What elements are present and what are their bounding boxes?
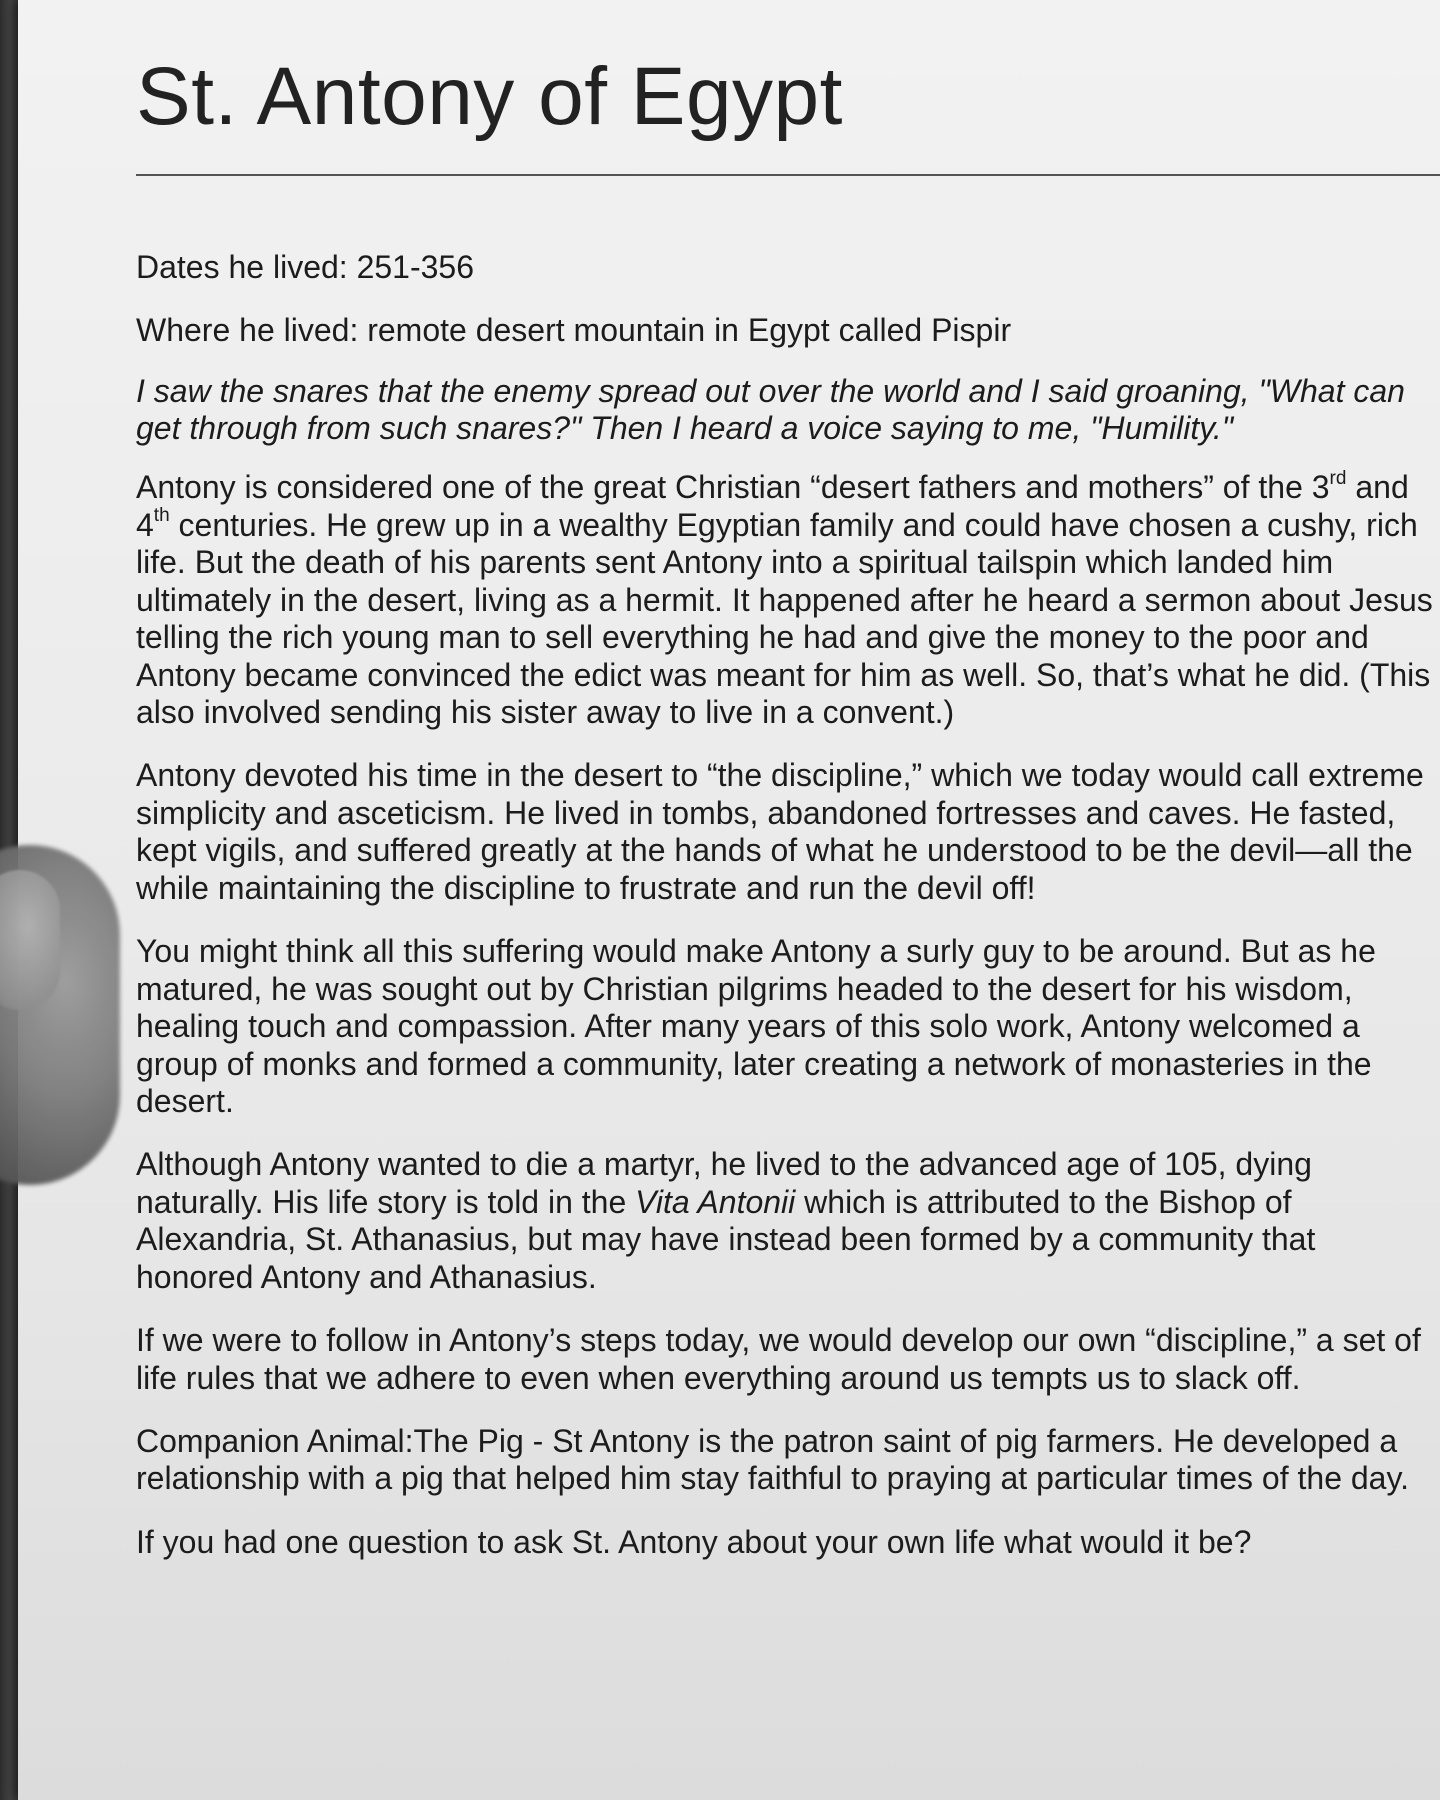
paragraph-1-part-c: centuries. He grew up in a wealthy Egyptian family and could have chosen a cushy, rich life. But the death of his parents sent Antony into a spiritual tailspin which landed him ultimately in the desert, living as a hermit. It happened after he heard a sermon about Jesus telling the rich young man to sell everything he had and give the money to the poor and Antony became convinced the edict was meant for him as well. So, that’s what he did. (This also involved sending his sister away to live in a convent.) [136,506,1433,731]
paragraph-7: If you had one question to ask St. Antony about your own life what would it be? [136,1523,1252,1560]
paragraph-2: Antony devoted his time in the desert to “the discipline,” which we today would call extreme simplicity and asceticism. He lived in tombs, abandoned fortresses and caves. He fasted, kept vigils, and suffered greatly at the hands of what he understood to be the devil—all the while maintaining the discipline to frustrate and run the devil off! [136,757,1424,906]
paragraph-1-part-a: Antony is considered one of the great Christian “desert fathers and mothers” of the 3 [136,469,1330,506]
paragraph-4 [136,1146,1436,1296]
quote: I saw the snares that the enemy spread out over the world and I said groaning, "What can get through from such snares?" Then I heard a voice saying to me, "Humility." [136,373,1405,447]
dates-lived: Dates he lived: 251-356 [136,249,474,286]
paragraph-6: Companion Animal:The Pig - St Antony is the patron saint of pig farmers. He developed a relationship with a pig that helped him stay faithful to praying at particular times of the day. [136,1423,1409,1497]
paragraph-4-part-b: which is attributed to the Bishop of Alexandria, St. Athanasius, but may have instead been formed by a community that honored Antony and Athanasius. [136,1183,1316,1295]
document-content [136,48,1436,1561]
paper-sheet [18,0,1440,1800]
title-divider [136,174,1440,176]
vita-antonii-title: Vita Antonii [635,1183,796,1220]
paragraph-1-part-b: and 4 [136,469,1409,543]
paragraph-5: If we were to follow in Antony’s steps today, we would develop our own “discipline,” a set of life rules that we adhere to even when everything around us tempts us to slack off. [136,1322,1421,1396]
paragraph-1-superscript-rd: rd [1329,467,1347,489]
paragraph-4-part-a: Although Antony wanted to die a martyr, he lived to the advanced age of 105, dying naturally. His life story is told in the [136,1146,1312,1220]
paragraph-1-superscript-th: th [153,505,170,527]
paragraph-1 [136,469,1436,731]
page-title: St. Antony of Egypt [136,51,843,142]
where-lived: Where he lived: remote desert mountain in Egypt called Pispir [136,311,1012,348]
paragraph-3: You might think all this suffering would make Antony a surly guy to be around. But as he matured, he was sought out by Christian pilgrims headed to the desert for his wisdom, healing touch and compassion. After many years of this solo work, Antony welcomed a group of monks and formed a community, later creating a network of monasteries in the desert. [136,933,1376,1119]
thumbnail-nail [0,870,60,1010]
